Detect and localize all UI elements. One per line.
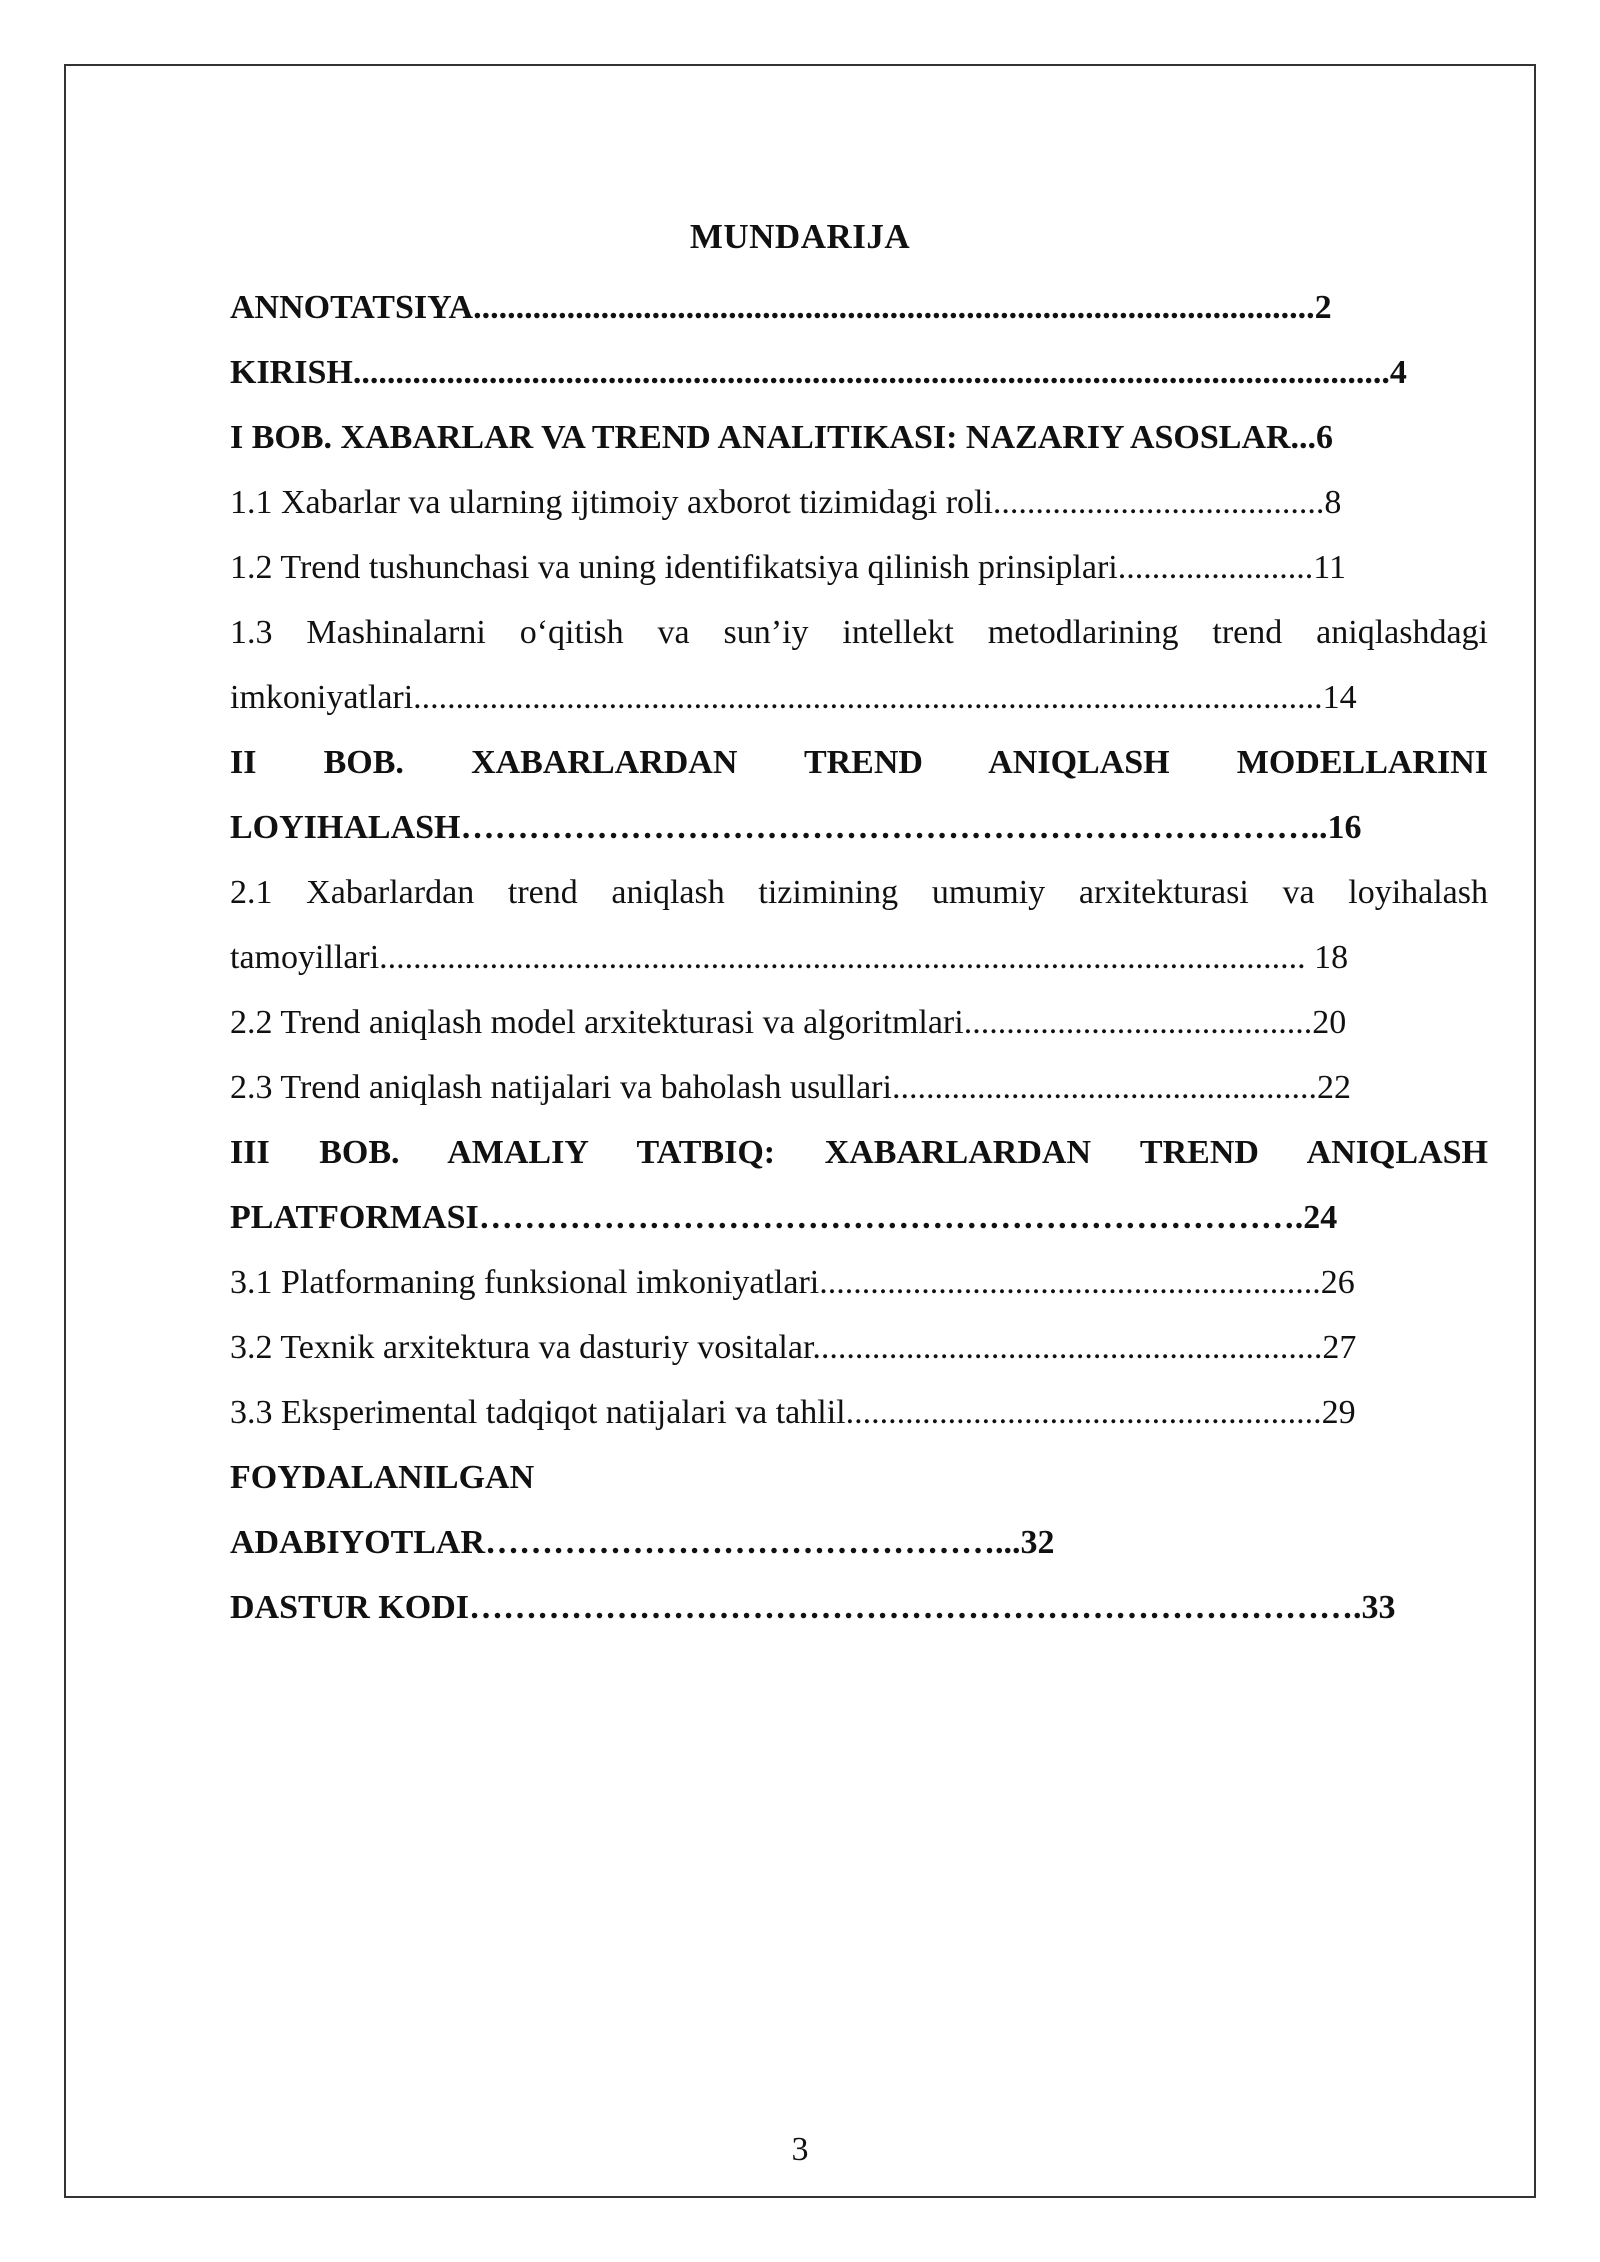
document-title: MUNDARIJA (689, 217, 911, 256)
toc-entry-source-code[interactable]: DASTUR KODI…………………………………………………………………….33 (230, 1589, 1396, 1626)
toc-entry-3-2[interactable]: 3.2 Texnik arxitektura va dasturiy vositalar............................................................27 (230, 1329, 1357, 1366)
toc-entry-chapter-1[interactable]: I BOB. XABARLAR VA TREND ANALITIKASI: NAZARIY ASOSLAR...6 (230, 419, 1334, 456)
toc-entry-chapter-3-cont[interactable]: PLATFORMASI……………………………………………………………….24 (230, 1199, 1338, 1236)
page-number: 3 (791, 2131, 809, 2168)
toc-entry-1-3[interactable]: 1.3 Mashinalarni o‘qitish va sun’iy intellekt metodlarining trend aniqlashdagi (230, 614, 1488, 651)
toc-entry-3-1[interactable]: 3.1 Platformaning funksional imkoniyatlari...........................................................26 (230, 1264, 1355, 1301)
toc-entry-kirish[interactable]: KIRISH..........................................................................................................................4 (230, 354, 1407, 391)
toc-entry-2-1-cont[interactable]: tamoyillari............................................................................................................. 18 (230, 939, 1349, 976)
toc-entry-chapter-2[interactable]: II BOB. XABARLARDAN TREND ANIQLASH MODELLARINI (230, 744, 1488, 781)
toc-entry-references-cont[interactable]: ADABIYOTLAR………………………………………...32 (230, 1524, 1055, 1561)
toc-entry-2-3[interactable]: 2.3 Trend aniqlash natijalari va baholash usullari..................................................22 (230, 1069, 1351, 1106)
toc-entry-1-1[interactable]: 1.1 Xabarlar va ularning ijtimoiy axborot tizimidagi roli.......................................8 (230, 484, 1342, 521)
toc-entry-references[interactable]: FOYDALANILGAN (230, 1459, 535, 1496)
toc-entry-chapter-2-cont[interactable]: LOYIHALASH…………………………………………………………………..16 (230, 809, 1362, 846)
toc-entry-1-3-cont[interactable]: imkoniyatlari...........................................................................................................14 (230, 679, 1357, 716)
toc-entry-2-2[interactable]: 2.2 Trend aniqlash model arxitekturasi va algoritmlari.........................................20 (230, 1004, 1347, 1041)
table-of-contents (230, 275, 1488, 1640)
toc-entry-annotatsiya[interactable]: ANNOTATSIYA...................................................................................................2 (230, 289, 1332, 326)
toc-entry-3-3[interactable]: 3.3 Eksperimental tadqiqot natijalari va tahlil........................................................29 (230, 1394, 1356, 1431)
toc-entry-chapter-3[interactable]: III BOB. AMALIY TATBIQ: XABARLARDAN TREND ANIQLASH (230, 1134, 1488, 1171)
toc-entry-2-1[interactable]: 2.1 Xabarlardan trend aniqlash tizimining umumiy arxitekturasi va loyihalash (230, 874, 1488, 911)
toc-entry-1-2[interactable]: 1.2 Trend tushunchasi va uning identifikatsiya qilinish prinsiplari.......................11 (230, 549, 1346, 586)
